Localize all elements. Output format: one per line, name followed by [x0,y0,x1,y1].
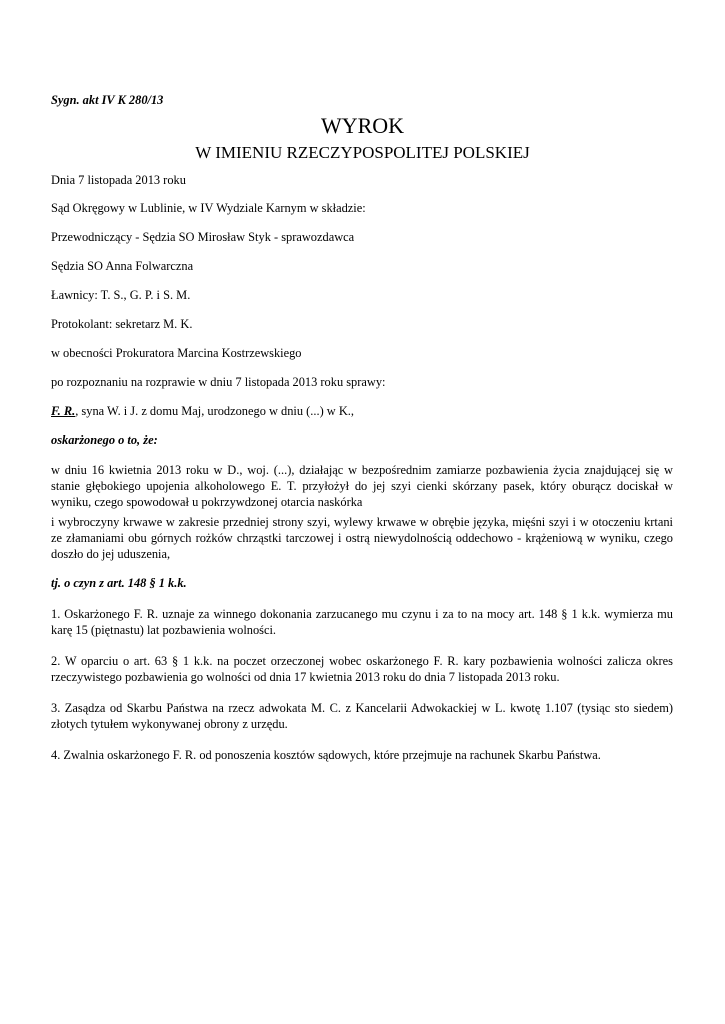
presiding-judge: Przewodniczący - Sędzia SO Mirosław Styk - sprawozdawca [51,230,355,244]
accused-heading: oskarżonego o to, że: [51,433,158,447]
case-number: Sygn. akt IV K 280/13 [51,93,164,107]
ruling-point-3: 3. Zasądza od Skarbu Państwa na rzecz adwokata M. C. z Kancelarii Adwokackiej w L. kwotę 1.107 (tysiąc sto siedem) złotych tytułem wykonywanej obrony z urzędu. [51,701,673,731]
date-line: Dnia 7 listopada 2013 roku [51,173,186,187]
prosecutor: w obecności Prokuratora Marcina Kostrzewskiego [51,346,302,360]
hearing-line: po rozpoznaniu na rozprawie w dniu 7 listopada 2013 roku sprawy: [51,375,386,389]
document-title: WYROK [320,113,405,138]
court-line: Sąd Okręgowy w Lublinie, w IV Wydziale Karnym w składzie: [51,201,366,215]
defendant-name: F. R. [51,404,76,418]
clerk: Protokolant: sekretarz M. K. [51,317,193,331]
document-subtitle: W IMIENIU RZECZYPOSPOLITEJ POLSKIEJ [195,143,530,162]
defendant-details: , syna W. i J. z domu Maj, urodzonego w dniu (...) w K., [75,404,354,418]
ruling-point-4: 4. Zwalnia oskarżonego F. R. od ponoszenia kosztów sądowych, które przejmuje na rachunek Skarbu Państwa. [51,748,601,762]
defendant-line [51,403,673,419]
ruling-point-2: 2. W oparciu o art. 63 § 1 k.k. na poczet orzeczonej wobec oskarżonego F. R. kary pozbawienia wolności zalicza okres rzeczywistego pozbawienia go wolności od dnia 17 kwietnia 2013 roku do dnia 7 listopada 2013 roku. [51,654,673,684]
charge-paragraph-1: w dniu 16 kwietnia 2013 roku w D., woj. (...), działając w bezpośrednim zamiarze pozbawienia życia znajdującej się w stanie głębokiego upojenia alkoholowego E. T. przyłożył do jej szyi cienki skórzany pasek, który oburącz dociskał w wyniku, czego spowodował u pokrzywdzonej otarcia naskórka [51,463,673,509]
legal-basis: tj. o czyn z art. 148 § 1 k.k. [51,576,187,590]
ruling-point-1: 1. Oskarżonego F. R. uznaje za winnego dokonania zarzucanego mu czynu i za to na mocy art. 148 § 1 k.k. wymierza mu karę 15 (piętnastu) lat pozbawienia wolności. [51,607,673,637]
lay-judges: Ławnicy: T. S., G. P. i S. M. [51,288,191,302]
charge-paragraph-2: i wybroczyny krwawe w zakresie przedniej strony szyi, wylewy krwawe w obrębie języka, mięśni szyi i w otoczeniu krtani ze złamaniami obu górnych rożków chrząstki tarczowej i ostrą niewydolnością oddechowo - krążeniową w wyniku, czego doszło do jej uduszenia, [51,515,673,561]
judge: Sędzia SO Anna Folwarczna [51,259,194,273]
